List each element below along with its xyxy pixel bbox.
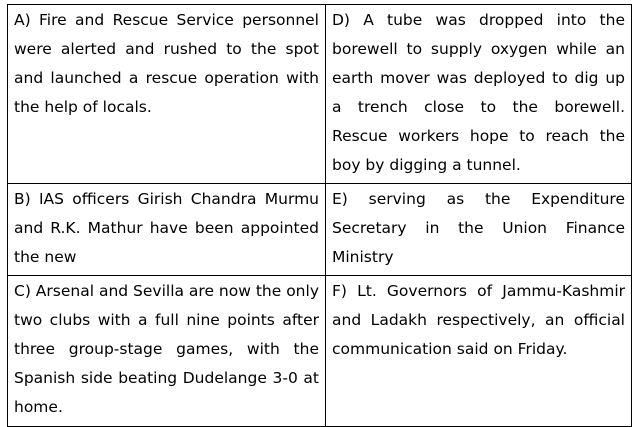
cell-e: E) serving as the Expenditure Secretary in the Union Finance Ministry [326,184,632,276]
cell-c: C) Arsenal and Sevilla are now the only two clubs with a full nine points after three group-stage games, with the Spanish side beating Dudelange 3-0 at home. [8,276,326,427]
cell-b: B) IAS officers Girish Chandra Murmu and R.K. Mathur have been appointed the new [8,184,326,276]
match-table [7,4,632,427]
cell-d: D) A tube was dropped into the borewell to supply oxygen while an earth mover was deployed to dig up a trench close to the borewell. Rescue workers hope to reach the boy by digging a tunnel. [326,5,632,184]
cell-a: A) Fire and Rescue Service personnel were alerted and rushed to the spot and launched a rescue operation with the help of locals. [8,5,326,184]
table-row [8,184,632,276]
table-row [8,5,632,184]
cell-f: F) Lt. Governors of Jammu-Kashmir and Ladakh respectively, an official communication said on Friday. [326,276,632,427]
table-row [8,276,632,427]
